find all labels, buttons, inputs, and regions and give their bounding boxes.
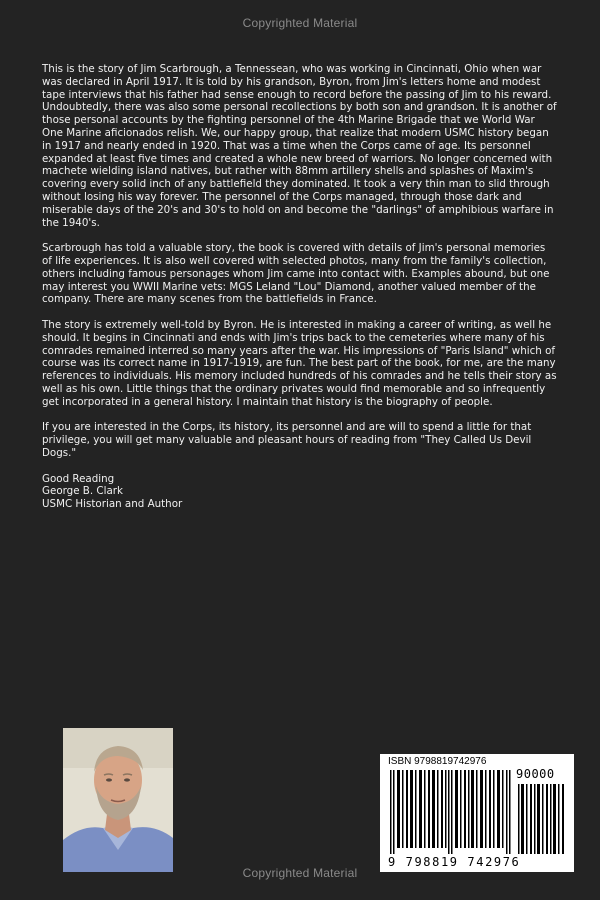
- barcode-digits: 9 798819 742976: [388, 855, 521, 869]
- back-cover-text: [42, 63, 558, 511]
- isbn-barcode: [380, 754, 574, 872]
- barcode-bars: [386, 770, 570, 856]
- paragraph-1: This is the story of Jim Scarbrough, a Tennessean, who was working in Cincinnati, Ohio when war was declared in April 1917. It is told by his grandson, Byron, from Jim's letters home and modest tape interviews that his father had sense enough to record before the passing of Jim to his reward. Undoubtedly, there was also some personal recollections by both son and grandson. It is another of those personal accounts by the fighting personnel of the 4th Marine Brigade that we World War One Marine aficionados relish. We, our happy group, that realize that modern USMC history began in 1917 and nearly ended in 1920. That was a time when the Corps came of age. Its personnel expanded at least five times and created a whole new breed of warriors. No longer concerned with machete wielding island natives, but rather with 88mm artillery shells and splashes of Maxim's covering every solid inch of any battlefield they dominated. It took a very thin man to slid through without losing his way forever. The personnel of the Corps managed, through those dark and miserable days of the 20's and 30's to hold on and become the "darlings" of amphibious warfare in the 1940's.: [42, 63, 557, 229]
- price-code: 90000: [516, 767, 555, 781]
- signature-closing: Good Reading: [42, 472, 115, 485]
- watermark-bottom: Copyrighted Material: [242, 866, 358, 880]
- paragraph-2: Scarbrough has told a valuable story, the book is covered with details of Jim's personal memories of life experiences. It is also well covered with selected photos, many from the family's collection, others including famous personages whom Jim came into contact with. Examples abound, but one may interest you WWII Marine vets: MGS Leland "Lou" Diamond, another valued member of the company. There are many scenes from the battlefields in France.: [42, 242, 550, 306]
- watermark-top: Copyrighted Material: [242, 16, 358, 30]
- author-photo: [63, 728, 173, 872]
- author-portrait-image: [63, 728, 173, 872]
- paragraph-4: If you are interested in the Corps, its history, its personnel and are will to spend a little for that privilege, you will get many valuable and pleasant hours of reading from "They Called Us Devil Dogs.": [42, 421, 532, 459]
- paragraph-3: The story is extremely well-told by Byron. He is interested in making a career of writing, as well he should. It begins in Cincinnati and ends with Jim's trips back to the cemeteries where many of his comrades remained interred so many years after the war. His impressions of "Paris Island" which of course was its correct name in 1917-1919, are fun. The best part of the book, for me, are the many references to individuals. His memory included hundreds of his comrades and he tells their story as well as his own. Little things that the ordinary privates would find memorable and so infrequently get incorporated in a general history. I maintain that history is the biography of people.: [42, 318, 557, 408]
- signature-block: [42, 473, 558, 511]
- signature-title: USMC Historian and Author: [42, 498, 183, 511]
- isbn-label: ISBN 9798819742976: [388, 756, 487, 767]
- signature-name: George B. Clark: [42, 485, 123, 498]
